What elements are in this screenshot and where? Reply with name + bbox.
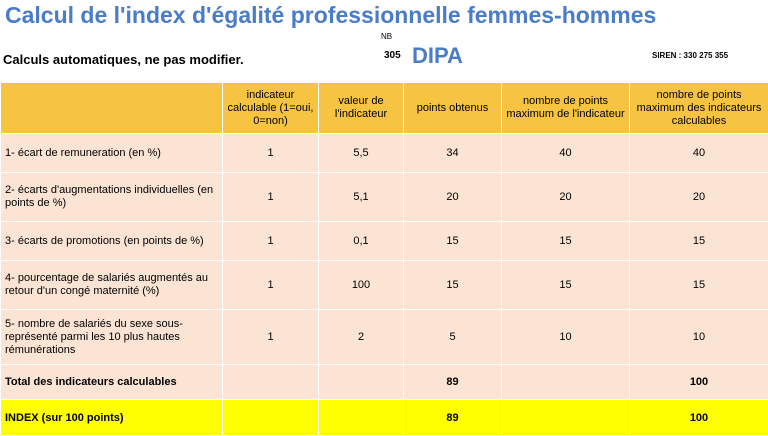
table-row	[1, 173, 768, 222]
cell-max-points[interactable]: 10	[502, 310, 630, 365]
table-row	[1, 222, 768, 261]
company-name: DIPA	[412, 43, 463, 69]
cell-points[interactable]: 20	[404, 173, 502, 222]
cell-max-calculables[interactable]: 40	[630, 134, 768, 173]
table-row	[1, 134, 768, 173]
header-valeur: valeur de l'indicateur	[319, 83, 404, 134]
cell-max-calculables[interactable]: 15	[630, 261, 768, 310]
subtitle: Calculs automatiques, ne pas modifier.	[3, 52, 244, 67]
total-blank-1[interactable]	[223, 365, 319, 400]
header-points: points obtenus	[404, 83, 502, 134]
header-max-points: nombre de points maximum de l'indicateur	[502, 83, 630, 134]
nb-label: NB	[381, 32, 392, 41]
cell-max-calculables[interactable]: 10	[630, 310, 768, 365]
table-row	[1, 310, 768, 365]
cell-max-calculables[interactable]: 15	[630, 222, 768, 261]
index-max-calculables[interactable]: 100	[630, 400, 768, 436]
index-blank-2[interactable]	[319, 400, 404, 436]
cell-calculable[interactable]: 1	[223, 222, 319, 261]
row-label[interactable]: 4- pourcentage de salariés augmentés au retour d'un congé maternité (%)	[1, 261, 223, 310]
cell-max-points[interactable]: 20	[502, 173, 630, 222]
cell-max-points[interactable]: 40	[502, 134, 630, 173]
table-row	[1, 261, 768, 310]
nb-value: 305	[384, 50, 401, 61]
table-header-row	[1, 83, 768, 134]
siren-number: SIREN : 330 275 355	[652, 51, 728, 60]
total-blank-2[interactable]	[319, 365, 404, 400]
cell-max-points[interactable]: 15	[502, 222, 630, 261]
header-calculable: indicateur calculable (1=oui, 0=non)	[223, 83, 319, 134]
row-label[interactable]: 3- écarts de promotions (en points de %)	[1, 222, 223, 261]
page-title: Calcul de l'index d'égalité professionnelle femmes-hommes	[5, 2, 656, 29]
total-label[interactable]: Total des indicateurs calculables	[1, 365, 223, 400]
header-max-calculables: nombre de points maximum des indicateurs calculables	[630, 83, 768, 134]
cell-calculable[interactable]: 1	[223, 310, 319, 365]
index-row	[1, 400, 768, 436]
index-blank-3[interactable]	[502, 400, 630, 436]
cell-points[interactable]: 15	[404, 261, 502, 310]
cell-max-calculables[interactable]: 20	[630, 173, 768, 222]
total-points[interactable]: 89	[404, 365, 502, 400]
cell-calculable[interactable]: 1	[223, 173, 319, 222]
cell-valeur[interactable]: 100	[319, 261, 404, 310]
total-max-calculables[interactable]: 100	[630, 365, 768, 400]
cell-calculable[interactable]: 1	[223, 261, 319, 310]
cell-points[interactable]: 34	[404, 134, 502, 173]
index-label[interactable]: INDEX (sur 100 points)	[1, 400, 223, 436]
cell-valeur[interactable]: 2	[319, 310, 404, 365]
header-blank-cell	[1, 83, 223, 134]
cell-valeur[interactable]: 5,1	[319, 173, 404, 222]
row-label[interactable]: 5- nombre de salariés du sexe sous-représenté parmi les 10 plus hautes rémunérations	[1, 310, 223, 365]
row-label[interactable]: 1- écart de remuneration (en %)	[1, 134, 223, 173]
row-label[interactable]: 2- écarts d'augmentations individuelles (en points de %)	[1, 173, 223, 222]
total-row	[1, 365, 768, 400]
index-points[interactable]: 89	[404, 400, 502, 436]
index-blank-1[interactable]	[223, 400, 319, 436]
cell-calculable[interactable]: 1	[223, 134, 319, 173]
cell-points[interactable]: 15	[404, 222, 502, 261]
cell-valeur[interactable]: 0,1	[319, 222, 404, 261]
total-blank-3[interactable]	[502, 365, 630, 400]
cell-valeur[interactable]: 5,5	[319, 134, 404, 173]
indicators-table	[0, 82, 768, 436]
cell-points[interactable]: 5	[404, 310, 502, 365]
cell-max-points[interactable]: 15	[502, 261, 630, 310]
